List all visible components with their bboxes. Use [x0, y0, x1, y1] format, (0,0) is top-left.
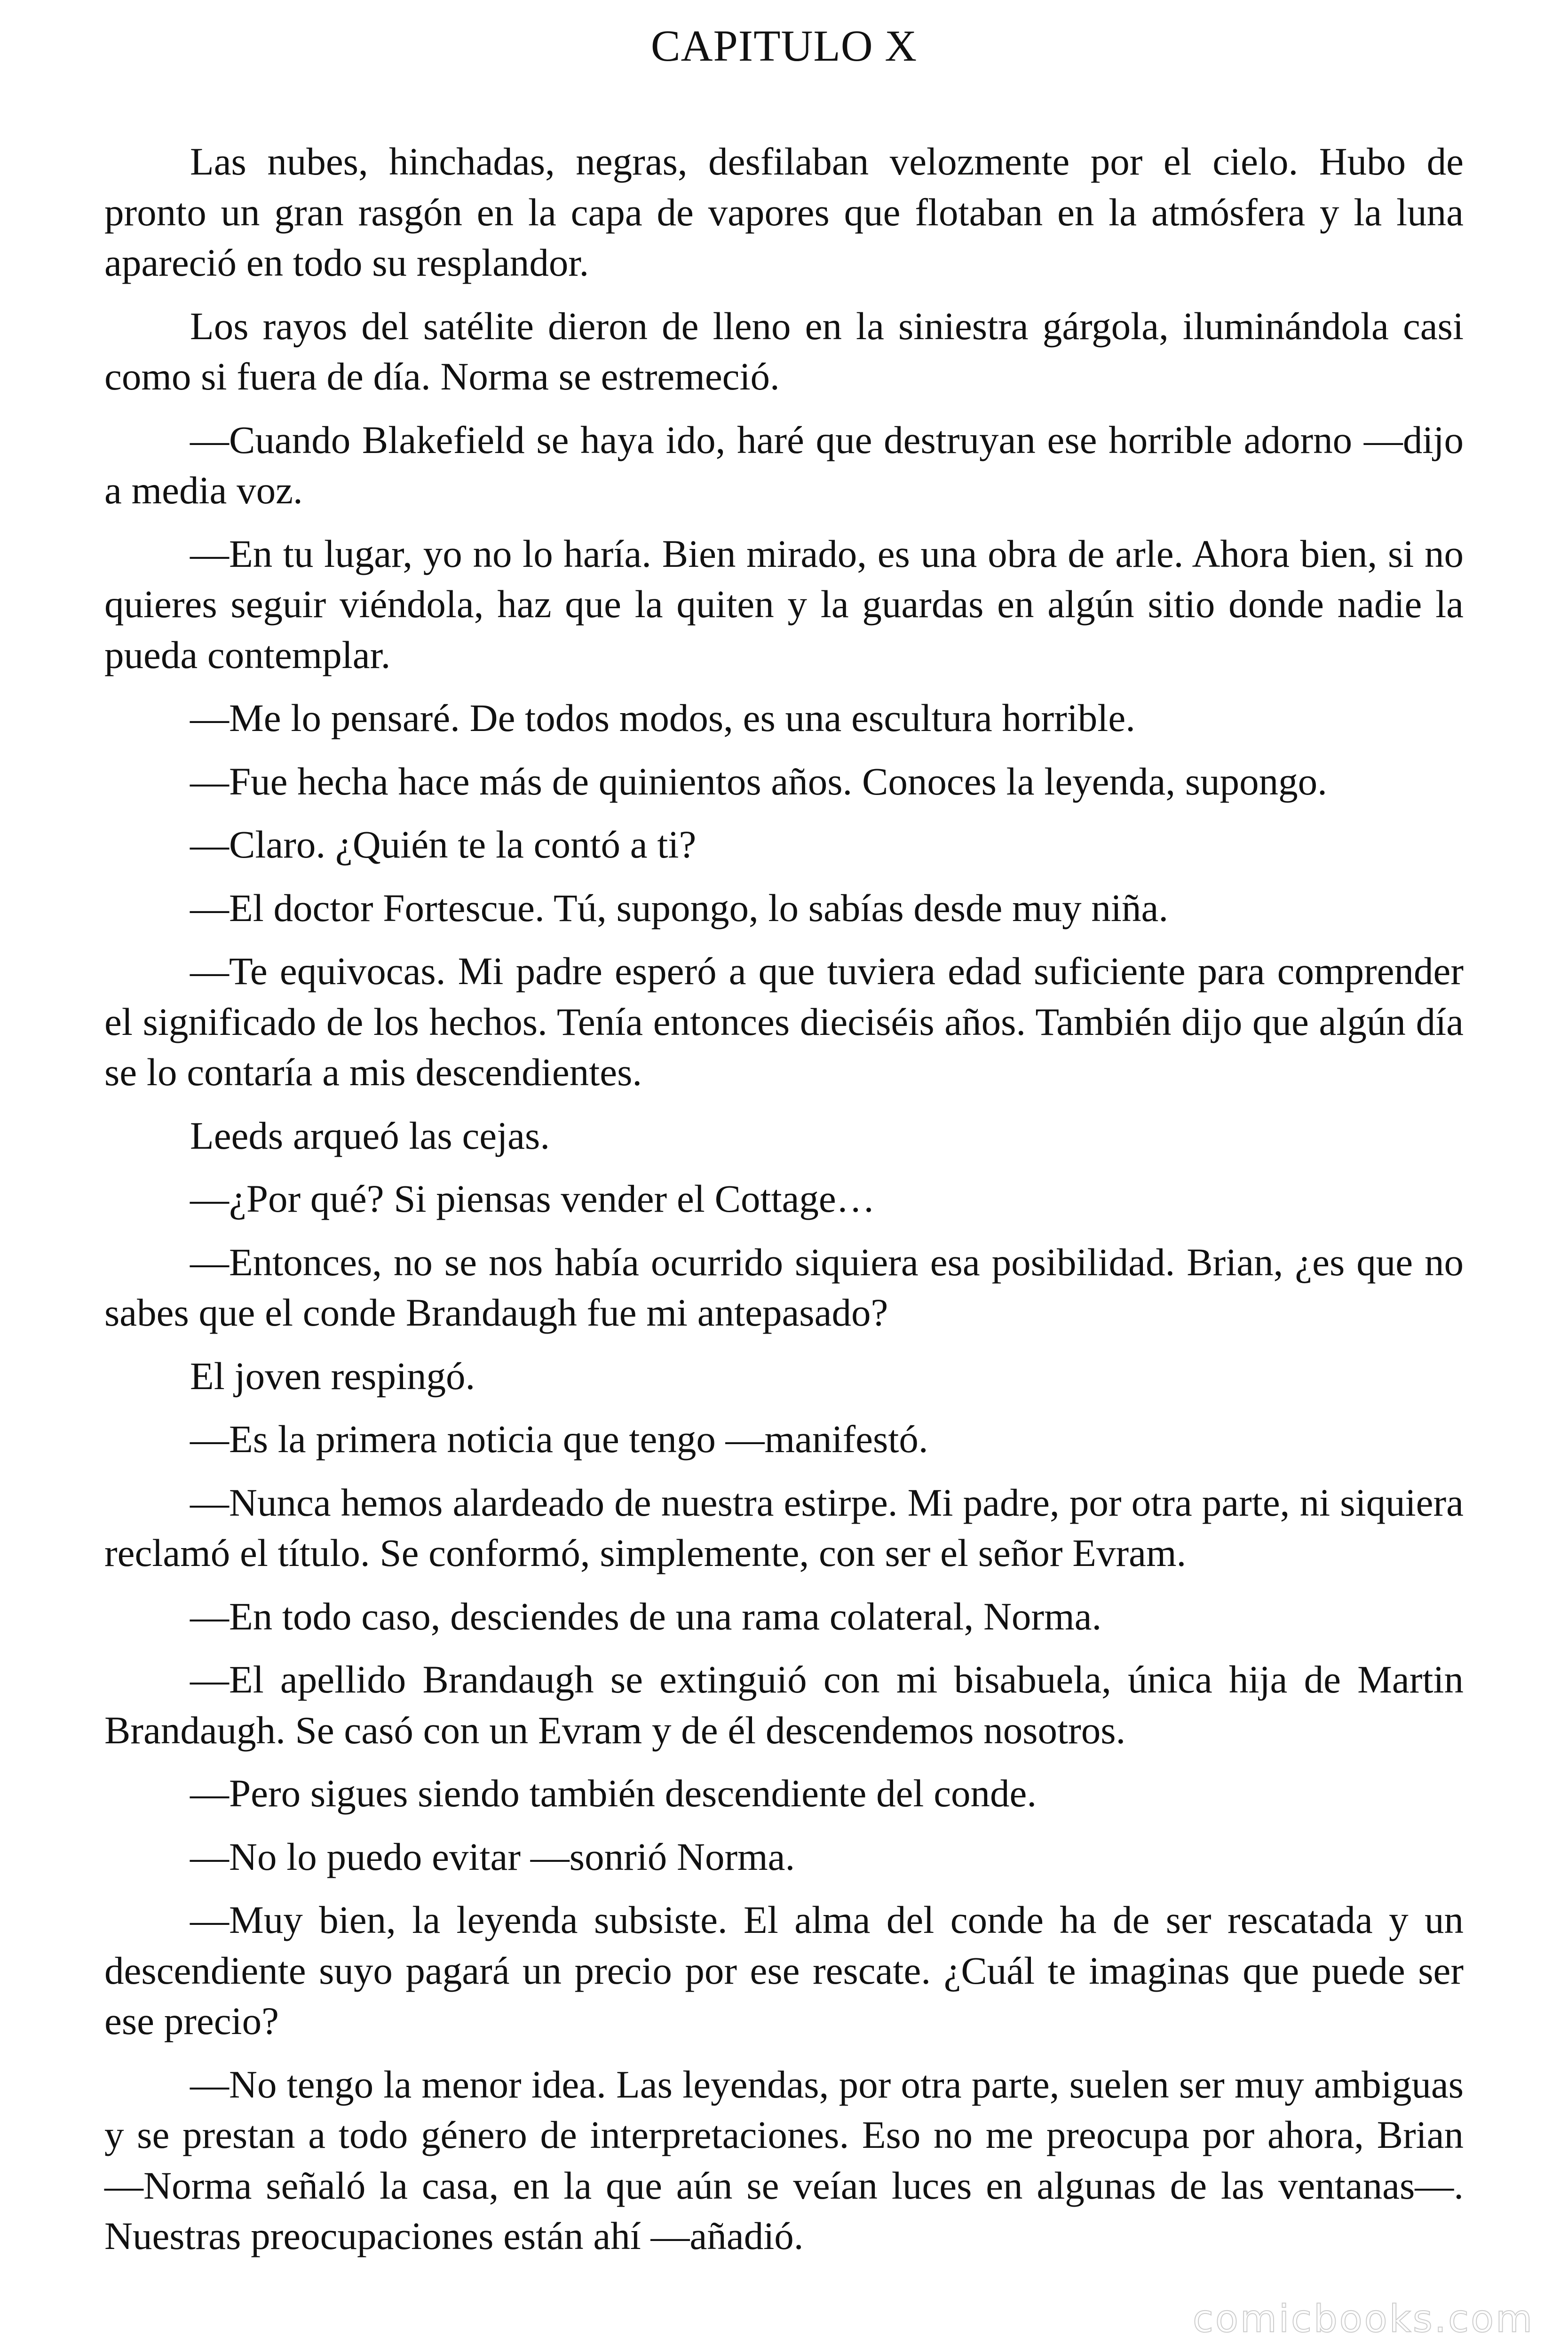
paragraph: —Muy bien, la leyenda subsiste. El alma del conde ha de ser rescatada y un descendiente suyo pagará un precio por ese rescate. ¿Cuál te imaginas que puede ser ese precio? [104, 1898, 1464, 2042]
paragraph: —En todo caso, desciendes de una rama colateral, Norma. [190, 1594, 1102, 1638]
paragraph: —Fue hecha hace más de quinientos años. Conoces la leyenda, supongo. [190, 759, 1327, 803]
paragraph: —¿Por qué? Si piensas vender el Cottage… [190, 1177, 875, 1220]
paragraph: Las nubes, hinchadas, negras, desfilaban velozmente por el cielo. Hubo de pronto un gran rasgón en la capa de vapores que flotaban en la atmósfera y la luna apareció en todo su resplandor. [104, 140, 1464, 284]
paragraph: —El apellido Brandaugh se extinguió con mi bisabuela, única hija de Martin Brandaugh. Se casó con un Evram y de él descendemos nosotros. [104, 1658, 1464, 1752]
paragraph: —En tu lugar, yo no lo haría. Bien mirado, es una obra de arle. Ahora bien, si no quieres seguir viéndola, haz que la quiten y la guardas en algún sitio donde nadie la pueda contemplar. [104, 532, 1464, 676]
paragraph: —Es la primera noticia que tengo —manifestó. [190, 1417, 928, 1461]
paragraph: —No tengo la menor idea. Las leyendas, por otra parte, suelen ser muy ambiguas y se prestan a todo género de interpretaciones. Eso no me preocupa por ahora, Brian —Norma señaló la casa, en la que aún se veían luces en algunas de las ventanas—. Nuestras preocupaciones están ahí —añadió. [104, 2062, 1464, 2257]
paragraph: —Entonces, no se nos había ocurrido siquiera esa posibilidad. Brian, ¿es que no sabes que el conde Brandaugh fue mi antepasado? [104, 1240, 1464, 1334]
paragraph: —Pero sigues siendo también descendiente del conde. [190, 1772, 1037, 1815]
paragraph: El joven respingó. [190, 1354, 475, 1398]
paragraph: —Me lo pensaré. De todos modos, es una escultura horrible. [190, 696, 1135, 739]
paragraph: —Nunca hemos alardeado de nuestra estirpe. Mi padre, por otra parte, ni siquiera reclamó el título. Se conformó, simplemente, con ser el señor Evram. [104, 1480, 1464, 1574]
chapter-title: CAPITULO X [650, 22, 918, 71]
paragraph: —Cuando Blakefield se haya ido, haré que destruyan ese horrible adorno —dijo a media voz. [104, 418, 1464, 512]
watermark: comicbooks.com [1192, 2297, 1534, 2341]
chapter-body [104, 136, 1464, 2274]
paragraph: —Te equivocas. Mi padre esperó a que tuviera edad suficiente para comprender el significado de los hechos. Tenía entonces dieciséis años. También dijo que algún día se lo contaría a mis descendientes. [104, 949, 1464, 1094]
paragraph: —No lo puedo evitar —sonrió Norma. [190, 1835, 795, 1878]
paragraph: Los rayos del satélite dieron de lleno en la siniestra gárgola, iluminándola casi como si fuera de día. Norma se estremeció. [104, 304, 1464, 398]
paragraph: —Claro. ¿Quién te la contó a ti? [190, 823, 697, 866]
paragraph: —El doctor Fortescue. Tú, supongo, lo sabías desde muy niña. [190, 886, 1169, 930]
paragraph: Leeds arqueó las cejas. [190, 1113, 550, 1157]
